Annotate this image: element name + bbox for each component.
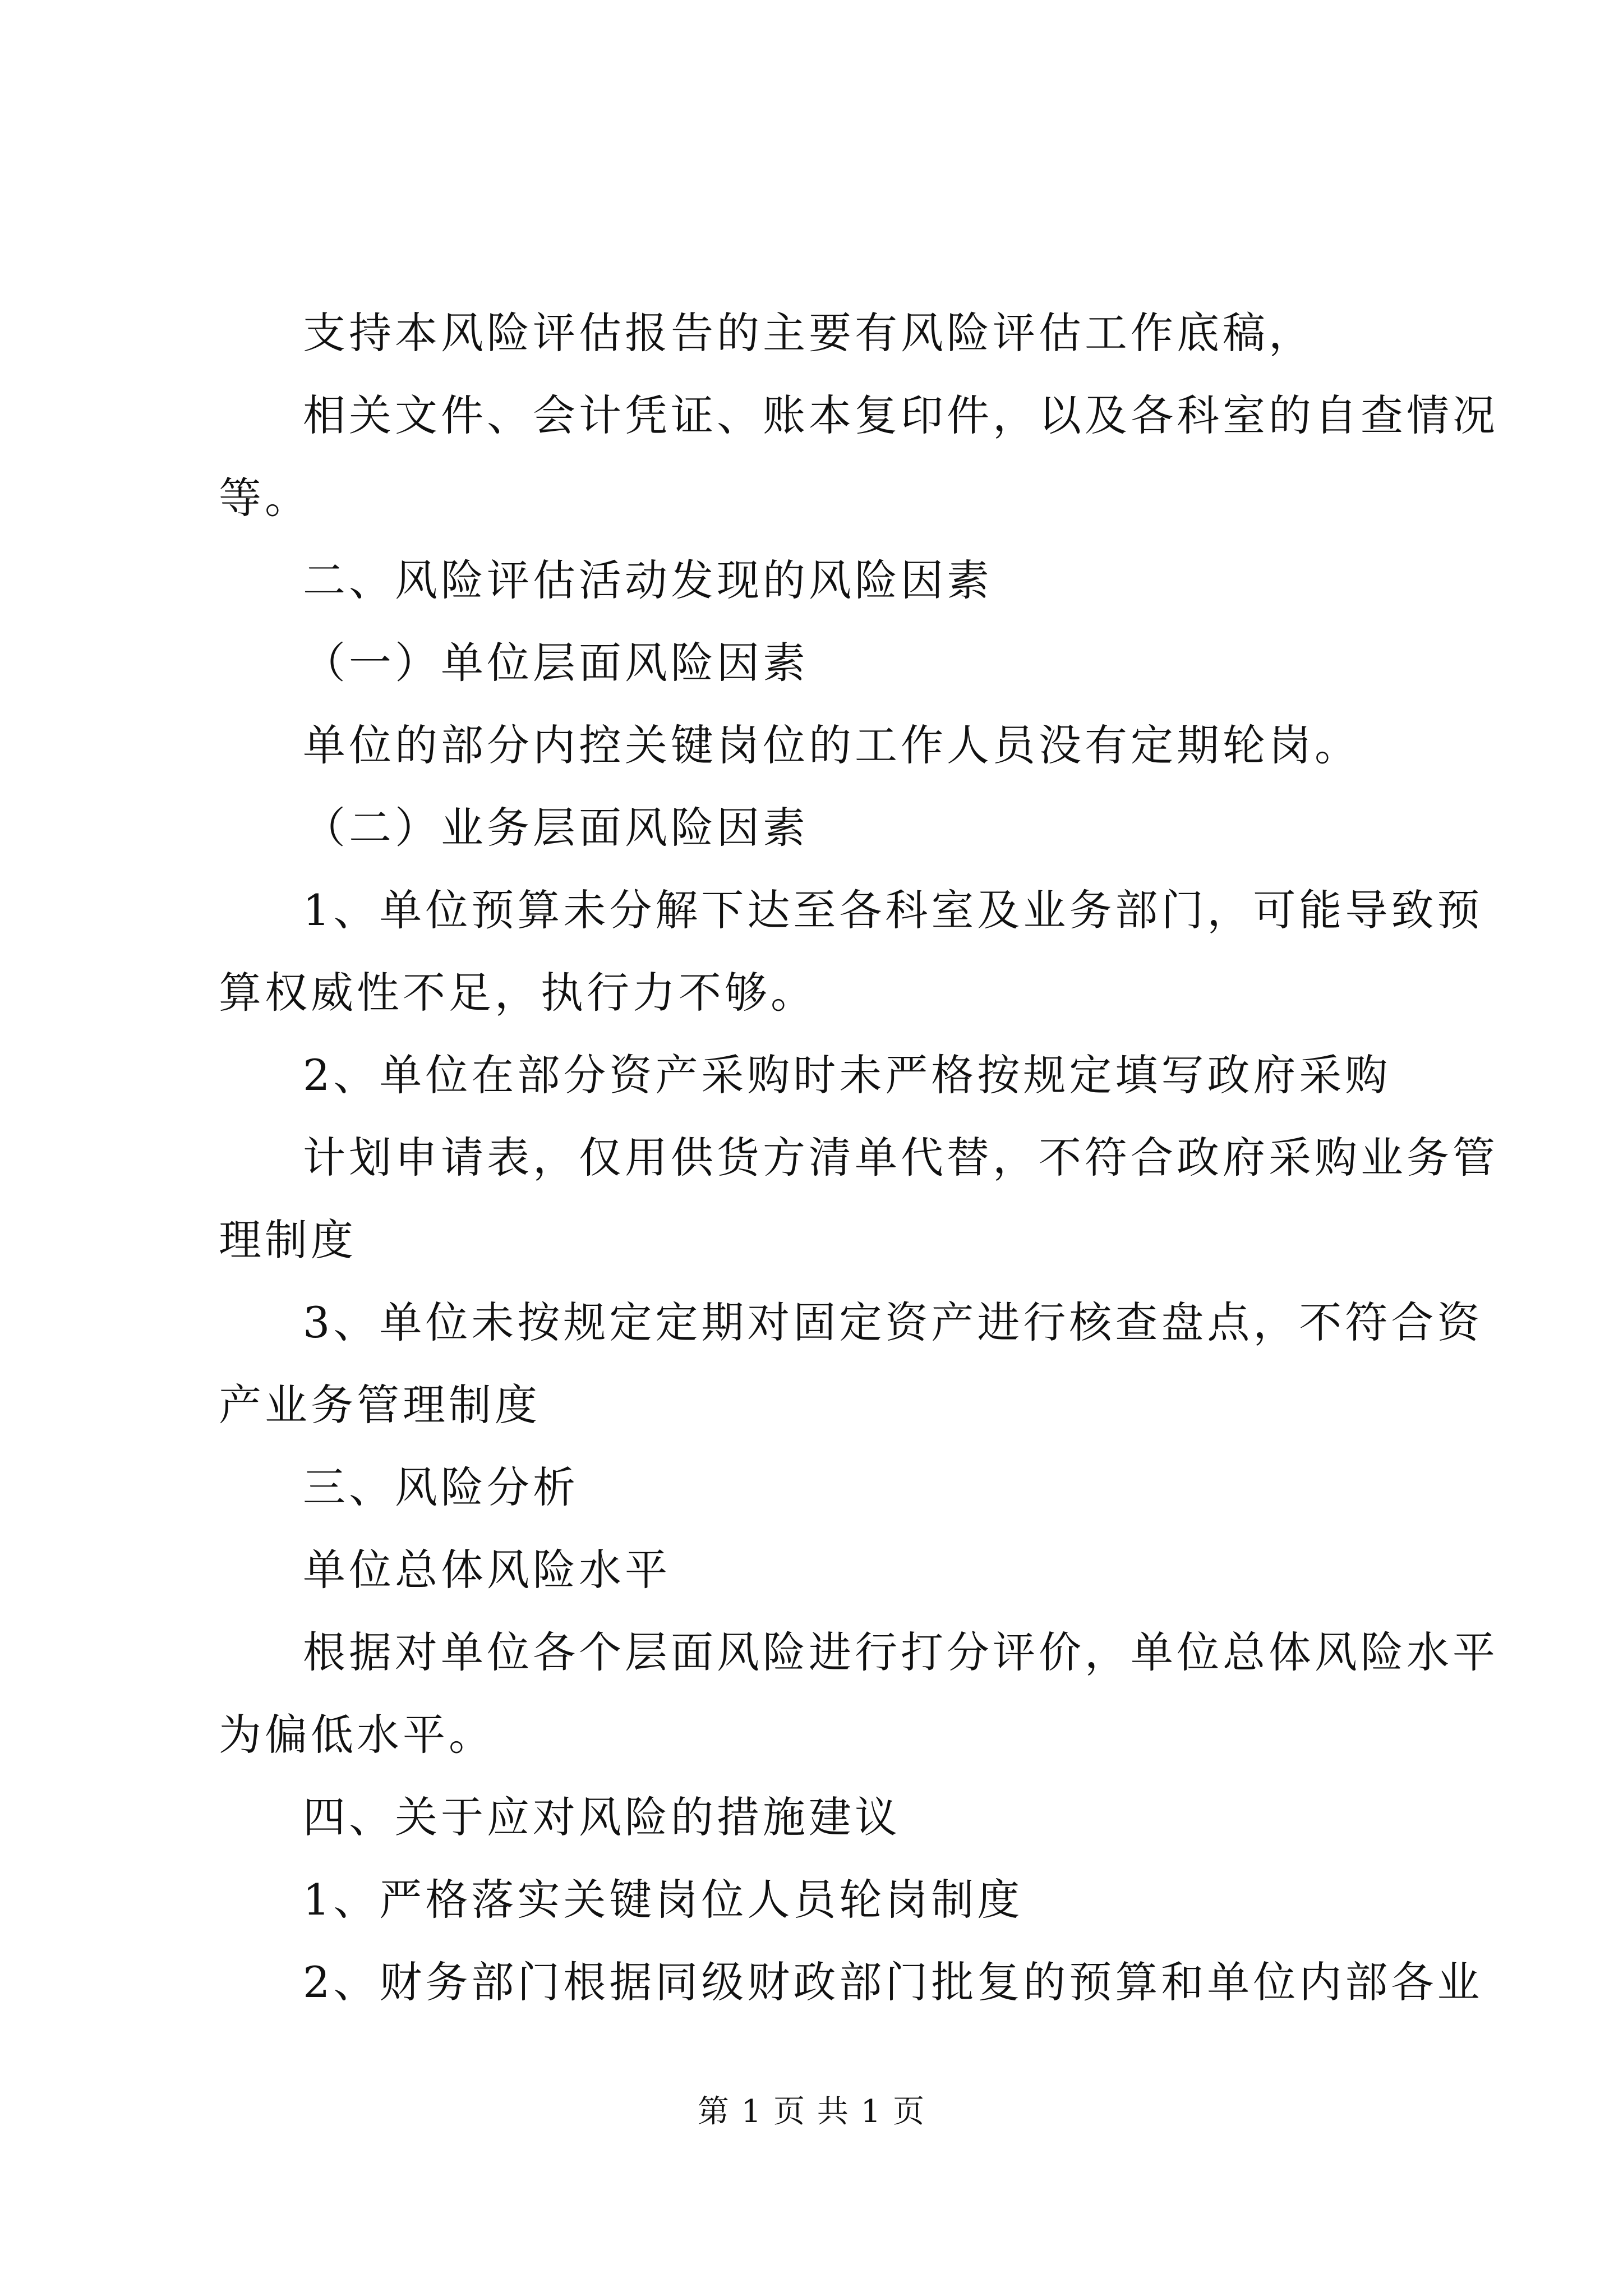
text-line: 算权威性不足，执行力不够。 (219, 968, 817, 1018)
text-line: 支持本风险评估报告的主要有风险评估工作底稿， (303, 308, 1315, 358)
text-line: 1、严格落实关键岗位人员轮岗制度 (303, 1875, 1023, 1925)
text-line: 2、财务部门根据同级财政部门批复的预算和单位内部各业 (303, 1957, 1483, 2007)
section-heading: 二、风险评估活动发现的风险因素 (303, 555, 993, 605)
text-line: 根据对单位各个层面风险进行打分评价，单位总体风险水平 (303, 1627, 1498, 1677)
text-line: 3、单位未按规定定期对固定资产进行核查盘点，不符合资 (303, 1297, 1483, 1347)
text-line: 等。 (219, 473, 311, 523)
text-line: 为偏低水平。 (219, 1710, 495, 1760)
subsection-heading: （一）单位层面风险因素 (303, 638, 809, 688)
section-heading: 四、关于应对风险的措施建议 (303, 1792, 901, 1842)
text-line: 单位的部分内控关键岗位的工作人员没有定期轮岗。 (303, 720, 1361, 770)
text-line: 产业务管理制度 (219, 1380, 541, 1430)
page-footer: 第 1 页 共 1 页 (697, 2093, 926, 2130)
section-heading: 三、风险分析 (303, 1462, 579, 1512)
text-line: 计划申请表，仅用供货方清单代替，不符合政府采购业务管 (303, 1133, 1498, 1182)
document-body (219, 292, 1498, 2023)
text-line: 理制度 (219, 1215, 357, 1265)
text-line: 1、单位预算未分解下达至各科室及业务部门，可能导致预 (303, 885, 1483, 935)
text-line: 单位总体风险水平 (303, 1545, 671, 1595)
text-line: 2、单位在部分资产采购时未严格按规定填写政府采购 (303, 1050, 1391, 1100)
text-line: 相关文件、会计凭证、账本复印件，以及各科室的自查情况 (303, 390, 1498, 440)
subsection-heading: （二）业务层面风险因素 (303, 803, 809, 853)
